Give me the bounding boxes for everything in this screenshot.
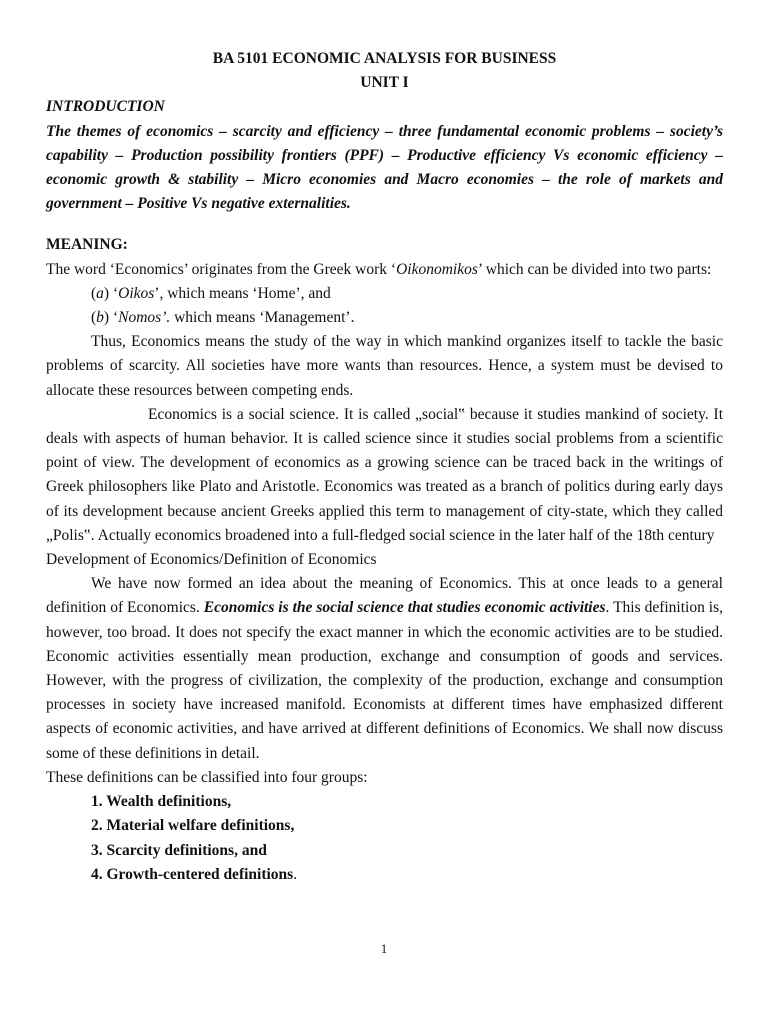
groups-intro: These definitions can be classified into four groups: (46, 768, 368, 786)
meaning-heading: MEANING: (46, 236, 128, 254)
list-item: 1. Wealth definitions, (91, 793, 232, 811)
page-content (46, 47, 723, 887)
meaning-paragraph-scarcity: Thus, Economics means the study of the way in which mankind organizes itself to tackle the basic problems of scarcity. All societies have more wants than resources. Hence, a system must be devised to allocate these resources between competing ends. (46, 333, 723, 399)
introduction-heading: INTRODUCTION (46, 98, 165, 116)
list-item: 4. Growth-centered definitions. (91, 865, 298, 883)
list-item: 2. Material welfare definitions, (91, 817, 295, 835)
themes-paragraph: The themes of economics – scarcity and efficiency – three fundamental economic problems – society’s capability – Production possibility frontiers (PPF) – Productive efficiency Vs economic efficiency – economic growth & stability – Micro economies and Macro economies – the role of markets and government – Positive Vs negative externalities. (46, 122, 723, 213)
list-item-nomos: (b) ‘Nomos’. which means ‘Management’. (91, 309, 355, 327)
spacer (46, 216, 723, 233)
page-number: 1 (380, 941, 388, 956)
development-paragraph: We have now formed an idea about the meaning of Economics. This at once leads to a general definition of Economics. Economics is the social science that studies economic activities. This definition is, however, too broad. It does not specify the exact manner in which the economic activities are to be studied. Economic activities essentially mean production, exchange and consumption of goods and services. However, with the progress of civilization, the complexity of the production, exchange and consumption processes in society have increased manifold. Economists at different times have emphasized different aspects of economic activities, and have arrived at different definitions of Economics. We shall now discuss some of these definitions in detail. (46, 575, 723, 762)
development-heading: Development of Economics/Definition of Economics (46, 551, 377, 569)
list-item-oikos: (a) ‘Oikos’, which means ‘Home’, and (91, 284, 331, 302)
list-item: 3. Scarcity definitions, and (91, 841, 267, 859)
course-title: BA 5101 ECONOMIC ANALYSIS FOR BUSINESS (212, 50, 557, 67)
greek-term: Oikonomikos (396, 260, 478, 278)
unit-title: UNIT I (360, 74, 409, 92)
definition-emphasis: Economics is the social science that studies economic activities (203, 599, 606, 617)
meaning-paragraph-origin: The word ‘Economics’ originates from the Greek work ‘Oikonomikos’ which can be divided into two parts: (46, 260, 712, 278)
meaning-paragraph-social-science: Economics is a social science. It is called „social‟ because it studies mankind of society. It deals with aspects of human behavior. It is called science since it studies social problems from a scientific point of view. The development of economics as a growing science can be traced back in the writings of Greek philosophers like Plato and Aristotle. Economics was treated as a branch of politics during early days of its development because ancient Greeks applied this term to management of city-state, which they called „Polis‟. Actually economics broadened into a full-fledged social science in the later half of the 18th century (46, 405, 723, 544)
